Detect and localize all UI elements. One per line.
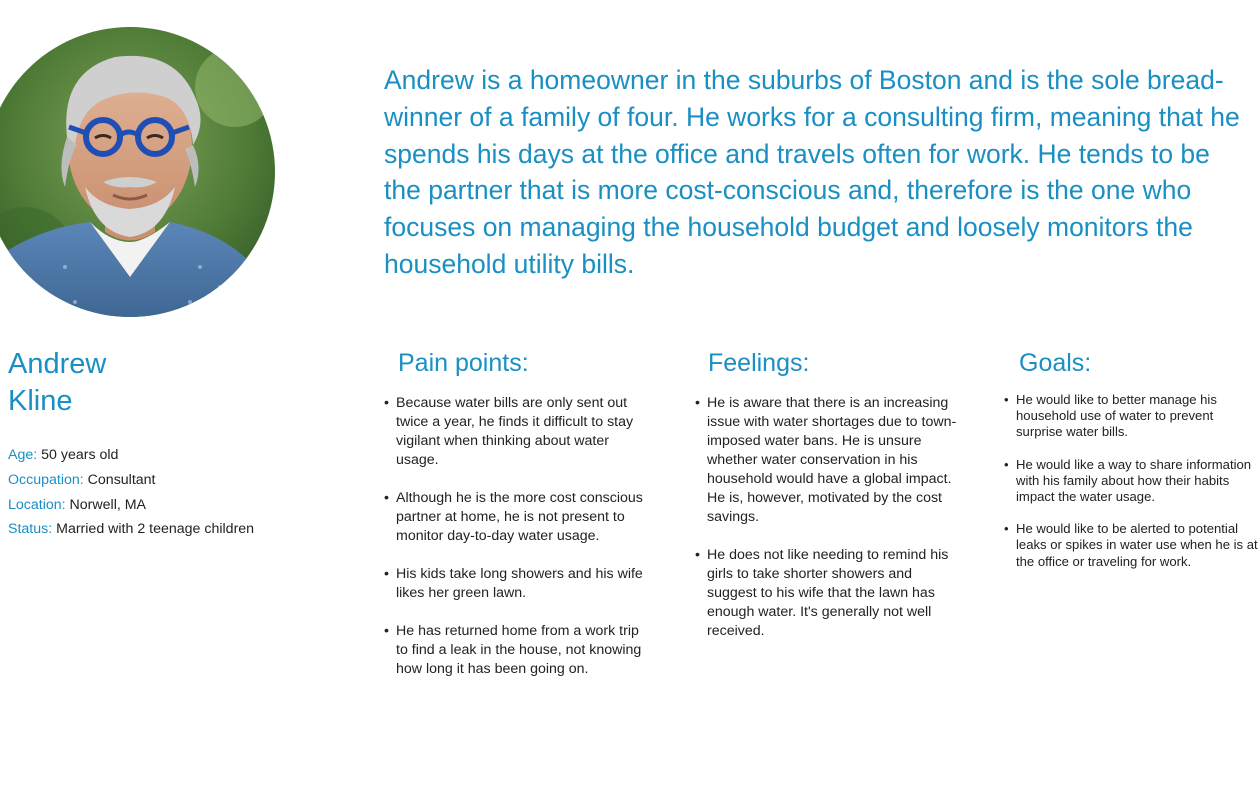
- detail-label: Status:: [8, 521, 53, 538]
- persona-last-name: Kline: [8, 385, 73, 417]
- persona-bio: Andrew is a homeowner in the suburbs of Boston and is the sole bread-winner of a family of four. He works for a consulting firm, meaning that he spends his days at the office and travels often for work. He tends to be the partner that is more cost-conscious and, therefore is the one who focuses on managing the household budget and loosely monitors the household utility bills.: [384, 65, 1240, 279]
- list-item: • Because water bills are only sent out twice a year, he finds it difficult to stay vigilant when thinking about water usage.: [384, 394, 646, 470]
- detail-status: [8, 517, 254, 542]
- detail-value: Consultant: [87, 471, 156, 488]
- goals-title: Goals:: [1019, 349, 1092, 377]
- detail-label: Location:: [8, 496, 66, 513]
- detail-value: 50 years old: [41, 447, 119, 463]
- detail-label: Occupation:: [8, 471, 84, 488]
- list-item: • He would like a way to share information with his family about how their habits impact the water usage.: [1004, 457, 1259, 506]
- list-item: • He has returned home from a work trip to find a leak in the house, not knowing how long it has been going on.: [384, 622, 646, 679]
- feelings-section: [695, 346, 957, 660]
- pain-points-title: Pain points:: [398, 349, 529, 377]
- detail-value: Married with 2 teenage children: [56, 521, 255, 538]
- list-item: • His kids take long showers and his wife likes her green lawn.: [384, 565, 646, 603]
- detail-location: [8, 493, 254, 518]
- goals-list: [1004, 392, 1259, 570]
- detail-value: Norwell, MA: [69, 496, 147, 513]
- list-item: • He does not like needing to remind his girls to take shorter showers and suggest to his wife that the lawn has enough water. It's generally not well received.: [695, 546, 957, 641]
- list-item: • Although he is the more cost conscious partner at home, he is not present to monitor day-to-day water usage.: [384, 489, 646, 546]
- pain-points-list: [384, 394, 646, 679]
- persona-details: [8, 443, 254, 542]
- list-item: • He would like to be alerted to potential leaks or spikes in water use when he is at the office or traveling for work.: [1004, 521, 1259, 570]
- list-item: • He is aware that there is an increasing issue with water shortages due to town-imposed water bans. He is unsure whether water conservation in his household would have a global impact. He is, however, motivated by the cost savings.: [695, 394, 957, 527]
- persona-photo: [0, 27, 275, 317]
- persona-first-name: Andrew: [8, 348, 107, 380]
- feelings-title: Feelings:: [708, 349, 810, 377]
- feelings-list: [695, 394, 957, 641]
- detail-label: Age:: [8, 447, 38, 463]
- person-portrait-icon: [0, 27, 275, 317]
- detail-occupation: [8, 468, 254, 493]
- detail-age: [8, 443, 254, 468]
- pain-points-section: [384, 346, 646, 698]
- goals-section: [1004, 346, 1259, 586]
- list-item: • He would like to better manage his household use of water to prevent surprise water bills.: [1004, 392, 1259, 441]
- persona-name: [8, 346, 106, 420]
